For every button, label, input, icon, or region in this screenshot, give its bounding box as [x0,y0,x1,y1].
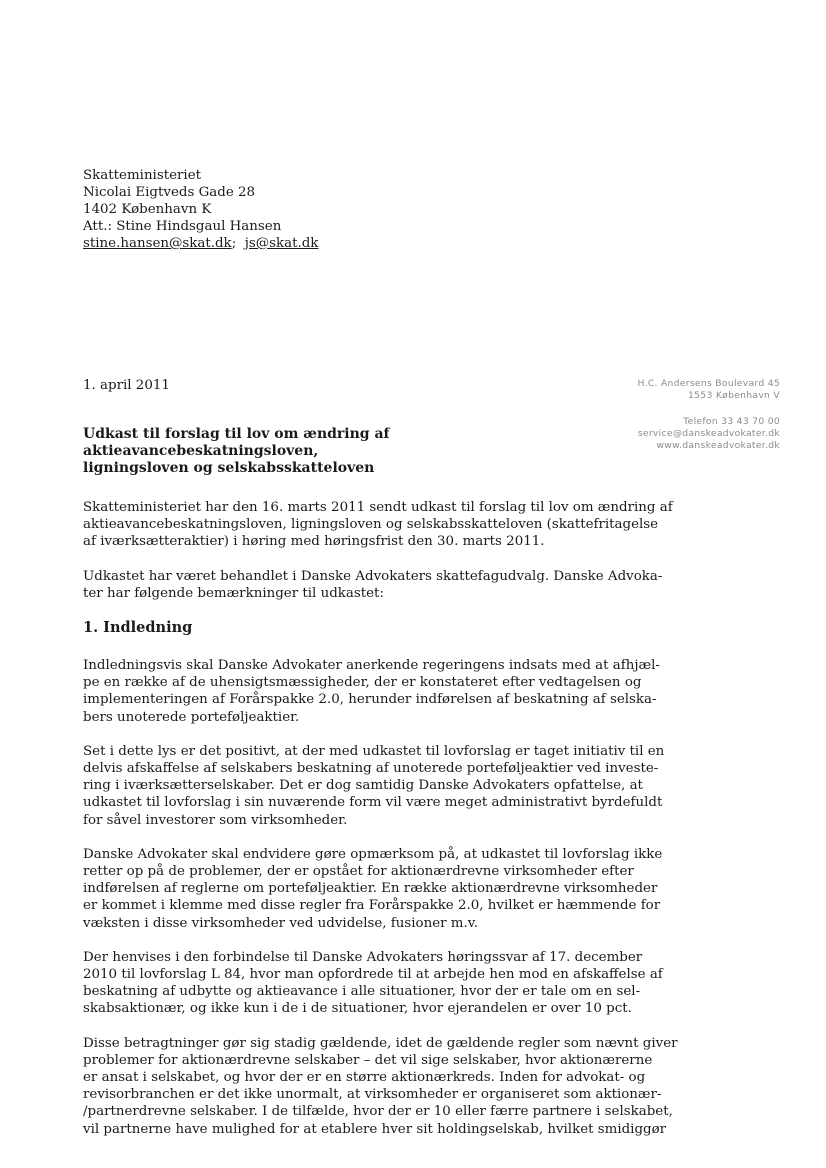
recipient-street: Nicolai Eigtveds Gade 28 [83,185,256,200]
text-line: Udkastet har været behandlet i Danske Advokaters skattefagudvalg. Danske Advoka- [83,568,663,584]
text-line: ter har følgende bemærkninger til udkastet: [83,585,384,601]
text-line: retter op på de problemer, der er opstået for aktionærdrevne virksomheder efter [83,864,634,880]
sender-web: www.danskeadvokater.dk [656,440,780,451]
letter-date: 1. april 2011 [83,378,170,393]
letter-body [83,426,678,1155]
recipient-org: Skatteministeriet [83,168,202,183]
text-line: Indledningsvis skal Danske Advokater anerkende regeringens indsats med at afhjæl- [83,658,660,674]
section-heading: 1. Indledning [83,619,193,637]
subject-line: ligningsloven og selskabsskatteloven [83,460,375,476]
sender-city: 1553 København V [688,390,780,401]
text-line: vil partnerne have mulighed for at etablere hver sit holdingselskab, hvilket smidiggør [83,1121,667,1137]
recipient-emails [83,235,318,252]
sender-gap [638,402,780,416]
text-line: er ansat i selskabet, og hvor der er en større aktionærkreds. Inden for advokat- og [83,1070,646,1086]
text-line: ring i iværksætterselskaber. Det er dog samtidig Danske Advokaters opfattelse, at [83,778,643,794]
paragraph [83,949,663,1018]
text-line: Danske Advokater skal endvidere gøre opmærksom på, at udkastet til lovforslag ikke [83,846,663,862]
text-line: aktieavancebeskatningsloven, ligningsloven og selskabsskatteloven (skattefritagelse [83,517,659,533]
text-line: problemer for aktionærdrevne selskaber – det vil sige selskaber, hvor aktionærerne [83,1052,653,1068]
paragraph [83,846,663,932]
sender-street: H.C. Andersens Boulevard 45 [637,378,780,389]
text-line: bers unoterede porteføljeaktier. [83,709,300,725]
recipient-att: Att.: Stine Hindsgaul Hansen [83,219,282,234]
recipient-address [83,167,318,252]
letter-subject [83,426,613,477]
sender-email: service@danskeadvokater.dk [637,428,780,439]
text-line: skabsaktionær, og ikke kun i de i de situationer, hvor ejerandelen er over 10 pct. [83,1001,632,1017]
text-line: /partnerdrevne selskaber. I de tilfælde, hvor der er 10 eller færre partnere i selskabet, [83,1104,673,1120]
text-line: udkastet til lovforslag i sin nuværende form vil være meget administrativt byrdefuldt [83,795,663,811]
recipient-city: 1402 København K [83,202,212,217]
paragraph-committee [83,568,663,602]
text-line: revisorbranchen er det ikke unormalt, at virksomheder er organiseret som aktionær- [83,1087,662,1103]
paragraph [83,657,660,726]
paragraph [83,1035,678,1138]
text-line: implementeringen af Forårspakke 2.0, herunder indførelsen af beskatning af selska- [83,692,657,708]
text-line: indførelsen af reglerne om porteføljeaktier. En række aktionærdrevne virksomheder [83,881,658,897]
text-line: Skatteministeriet har den 16. marts 2011 sendt udkast til forslag til lov om ændring af [83,500,673,515]
text-line: Disse betragtninger gør sig stadig gældende, idet de gældende regler som nævnt giver [83,1035,678,1051]
text-line: for såvel investorer som virksomheder. [83,812,348,828]
text-line: 2010 til lovforslag L 84, hvor man opfordrede til at arbejde hen mod en afskaffelse af [83,967,663,983]
text-line: beskatning af udbytte og aktieavance i alle situationer, hvor der er tale om en sel- [83,984,641,1000]
text-line: Set i dette lys er det positivt, at der med udkastet til lovforslag er taget initiativ til en [83,743,665,759]
paragraph-intro [83,499,673,551]
subject-line: Udkast til forslag til lov om ændring af aktieavancebeskatningsloven, [83,426,390,459]
recipient-email-link[interactable]: stine.hansen@skat.dk [83,236,232,251]
sender-address [638,378,780,452]
email-separator: ; [231,236,237,251]
text-line: er kommet i klemme med disse regler fra Forårspakke 2.0, hvilket er hæmmende for [83,898,661,914]
paragraph [83,743,665,829]
text-line: af iværksætteraktier) i høring med høringsfrist den 30. marts 2011. [83,534,545,550]
sender-phone: Telefon 33 43 70 00 [683,416,780,427]
text-line: delvis afskaffelse af selskabers beskatning af unoterede porteføljeaktier ved investe- [83,761,659,777]
text-line: væksten i disse virksomheder ved udvidelse, fusioner m.v. [83,915,478,931]
recipient-email-link-2[interactable]: js@skat.dk [244,236,319,251]
text-line: Der henvises i den forbindelse til Danske Advokaters høringssvar af 17. december [83,949,643,965]
text-line: pe en række af de uhensigtsmæssigheder, der er konstateret efter vedtagelsen og [83,675,642,691]
